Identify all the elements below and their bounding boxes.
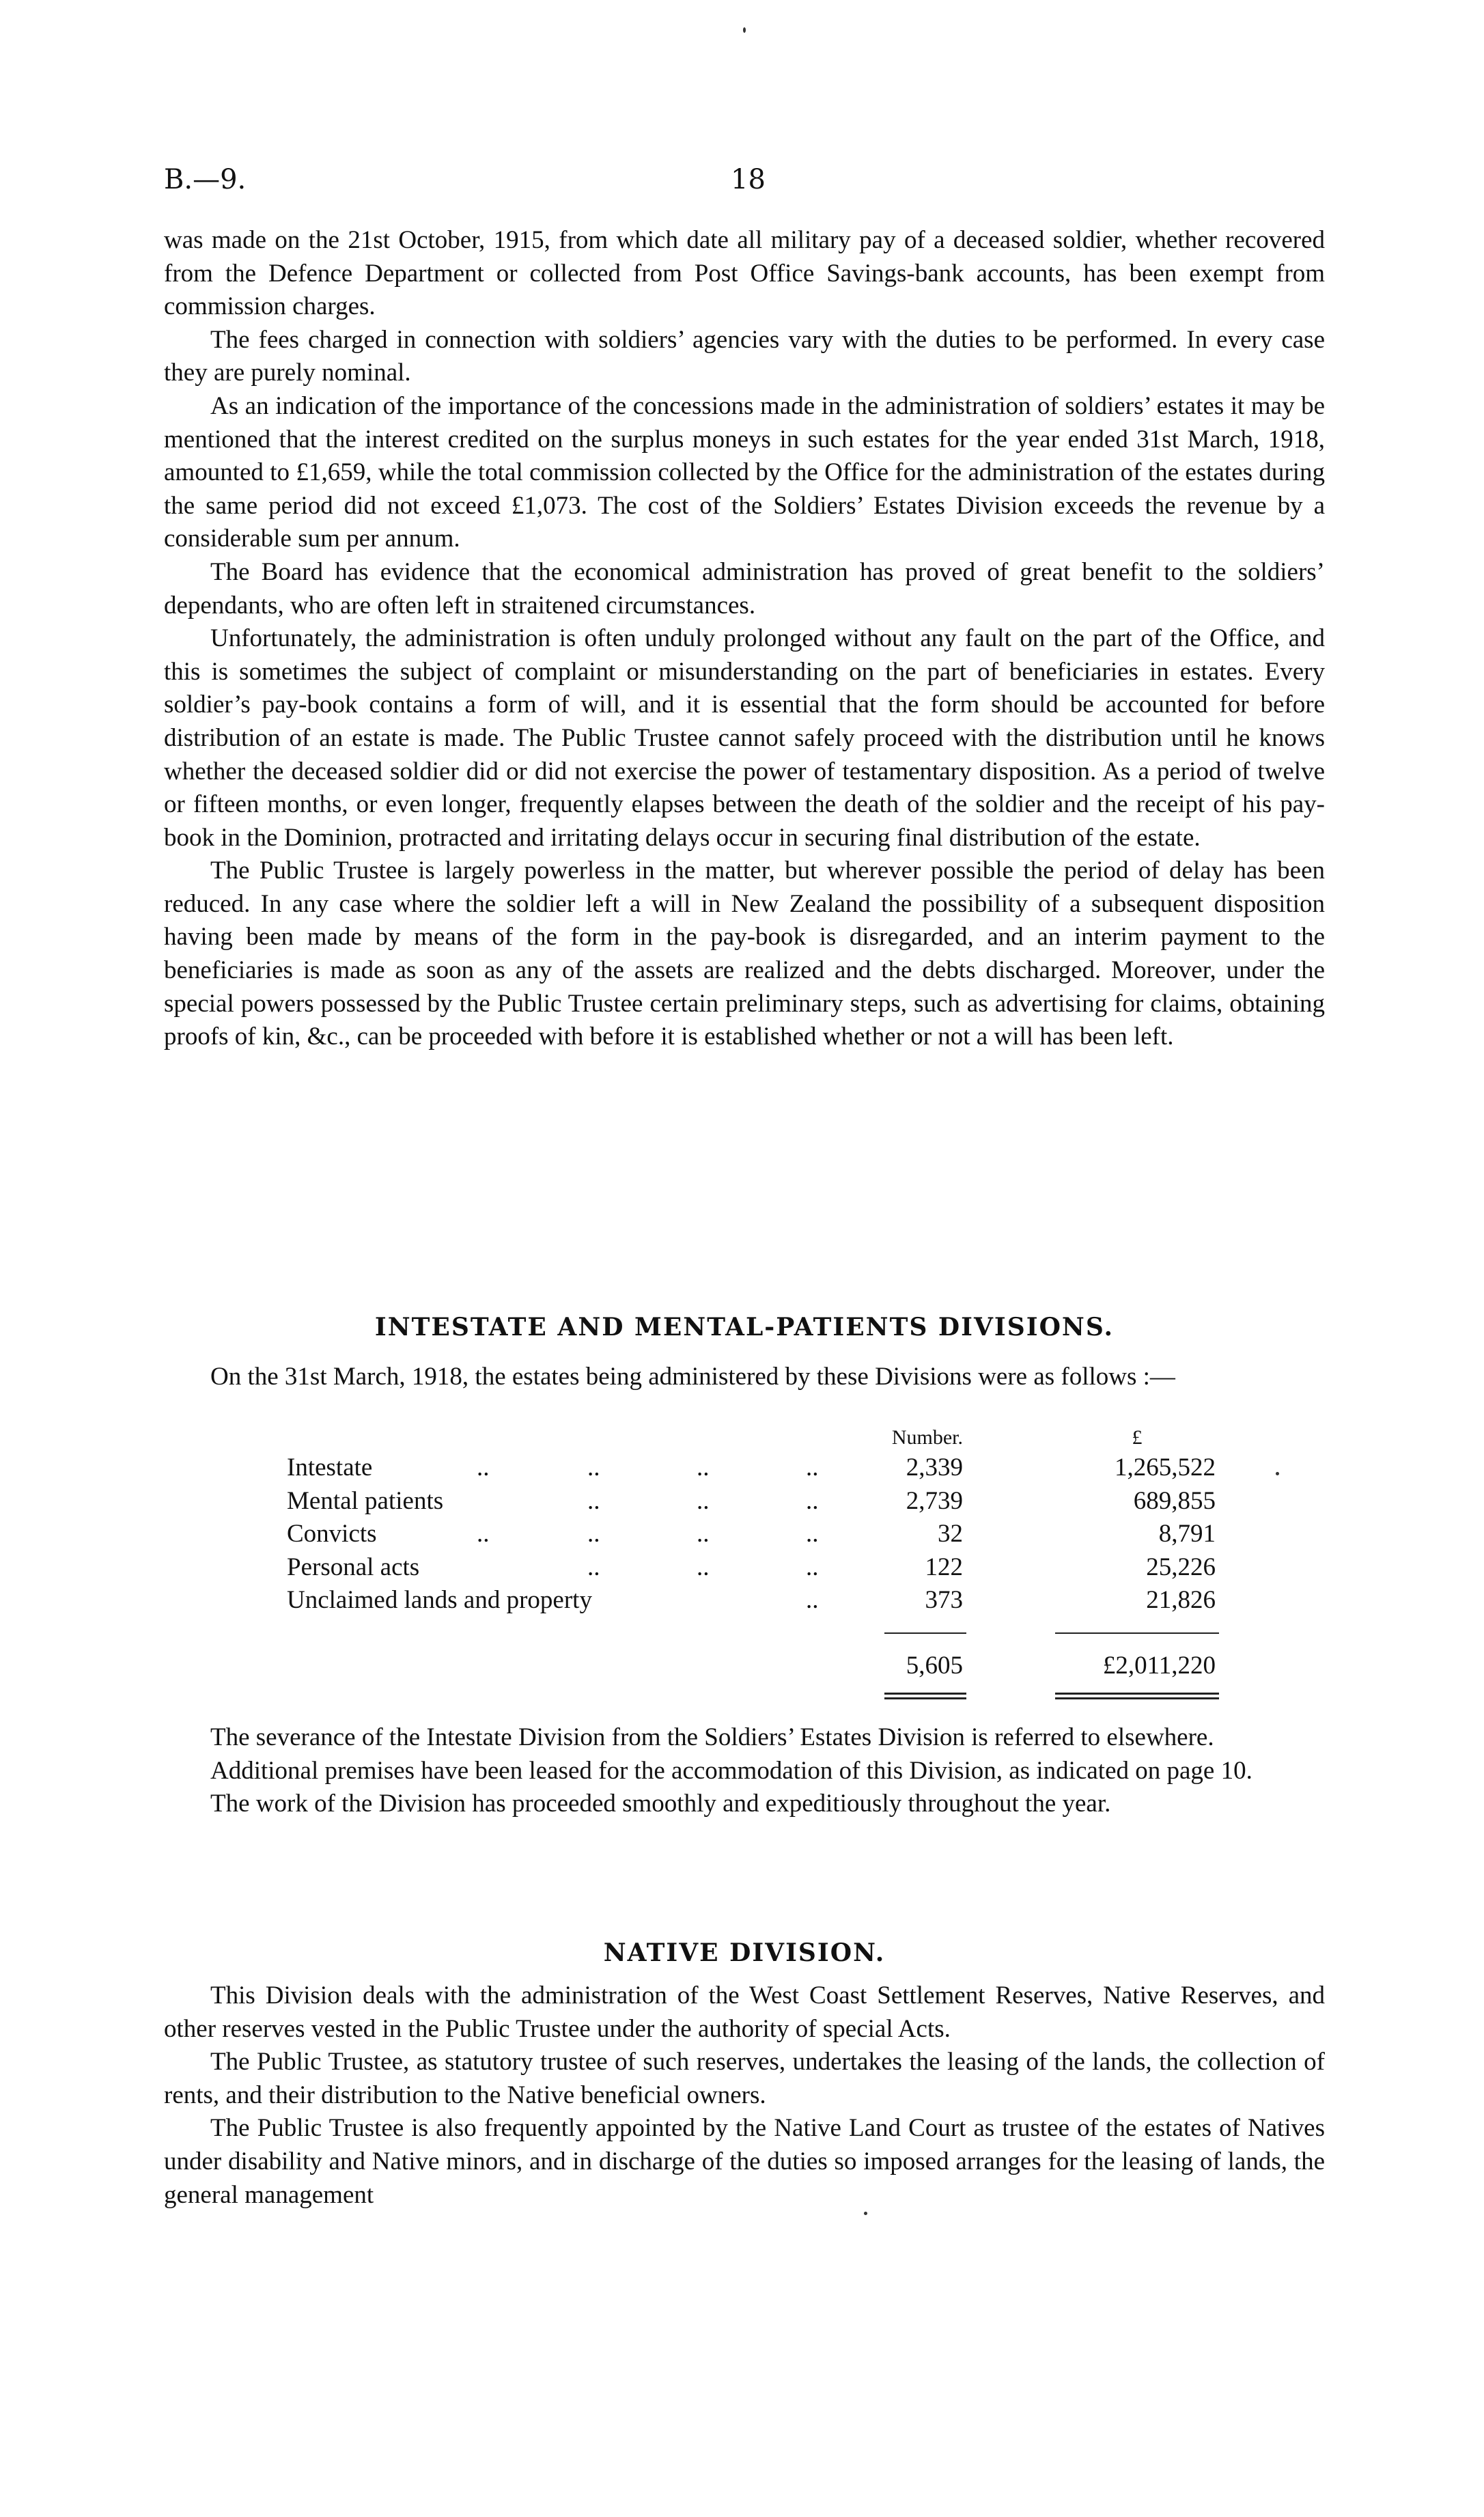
table-row: Mental patients .. .. .. 2,739 689,855 <box>287 1485 1243 1518</box>
estates-table <box>287 1424 1243 1680</box>
table-row: Unclaimed lands and property .. 373 21,826 <box>287 1584 1243 1617</box>
row-label: Intestate <box>287 1454 373 1482</box>
total-value: £2,011,220 <box>1102 1652 1216 1680</box>
table-total-row <box>287 1650 1243 1683</box>
row-label: Personal acts <box>287 1553 420 1581</box>
paragraph: Unfortunately, the administration is often unduly prolonged without any fault on the part of the Office, and this is sometimes the subject of complaint or misunderstanding on the part of beneficiaries in estates. Every soldier’s pay-book contains a form of will, and it is essential that the form should be accounted for before distribution of an estate is made. The Public Trustee cannot safely proceed with the distribution until he knows whether the deceased soldier did or did not exercise the power of testamentary disposition. As a period of twelve or fifteen months, or even longer, frequently elapses between the death of the soldier and the receipt of his pay-book in the Dominion, protracted and irritating delays occur in securing final distribution of the estate. <box>164 624 1325 852</box>
table-row: Personal acts .. .. .. 122 25,226 <box>287 1551 1243 1585</box>
paragraph: The severance of the Intestate Division from the Soldiers’ Estates Division is referred to elsewhere. <box>210 1723 1214 1751</box>
paragraph: The work of the Division has proceeded smoothly and expeditiously throughout the year. <box>210 1790 1111 1818</box>
paragraph: The fees charged in connection with soldiers’ agencies vary with the duties to be performed. In every case they are purely nominal. <box>164 325 1325 387</box>
estate-count: 122 <box>925 1553 963 1581</box>
paragraph: Additional premises have been leased for the accommodation of this Division, as indicated on page 10. <box>210 1756 1252 1785</box>
column-header-amount: £ <box>1132 1426 1143 1449</box>
table-row: Intestate .. .. .. .. 2,339 1,265,522 <box>287 1451 1243 1485</box>
column-header-number: Number. <box>891 1426 963 1449</box>
paragraph: On the 31st March, 1918, the estates being administered by these Divisions were as follows :— <box>210 1363 1175 1391</box>
document-reference: B.—9. <box>164 164 247 195</box>
row-label: Mental patients <box>287 1486 444 1515</box>
estate-count: 2,339 <box>906 1454 963 1482</box>
subtotal-rule-amount <box>1055 1632 1219 1634</box>
paragraph: The Board has evidence that the economical administration has proved of great benefit to the soldiers’ dependants, who are often left in straitened circumstances. <box>164 557 1325 620</box>
estate-count: 2,739 <box>906 1486 963 1515</box>
row-label: Unclaimed lands and property <box>287 1586 592 1615</box>
estate-count: 32 <box>938 1520 963 1548</box>
table-row: Convicts .. .. .. .. 32 8,791 <box>287 1518 1243 1551</box>
estate-value: 8,791 <box>1158 1520 1216 1548</box>
section-heading-native: NATIVE DIVISION. <box>603 1938 886 1967</box>
scan-speck <box>864 2212 867 2215</box>
paragraph: As an indication of the importance of the concessions made in the administration of soldiers’ estates it may be mentioned that the interest credited on the surplus moneys in such estates for the year ended 31st March, 1918, amounted to £1,659, while the total commission collected by the Office for the administration of the estates during the same period did not exceed £1,073. The cost of the Soldiers’ Estates Division exceeds the revenue by a considerable sum per annum. <box>164 391 1325 553</box>
section-heading-intestate: INTESTATE AND MENTAL-PATIENTS DIVISIONS. <box>374 1313 1115 1341</box>
intestate-intro <box>164 1361 1325 1394</box>
scan-speck <box>743 27 746 33</box>
paragraph: The Public Trustee is also frequently appointed by the Native Land Court as trustee of the estates of Natives under disability and Native minors, and in discharge of the duties so imposed arranges for the leasing of lands, the general management <box>164 2114 1325 2209</box>
intestate-paragraphs <box>164 1721 1325 1821</box>
estate-count: 373 <box>925 1586 963 1615</box>
page-number: 18 <box>731 164 766 195</box>
native-paragraphs <box>164 1979 1325 2212</box>
paragraph: The Public Trustee is largely powerless in the matter, but wherever possible the period of delay has been reduced. In any case where the soldier left a will in New Zealand the possibility of a subsequent disposition having been made by means of the form in the pay-book is disregarded, and an interim payment to the beneficiaries is made as soon as any of the assets are realized and the debts discharged. Moreover, under the special powers possessed by the Public Trustee certain preliminary steps, such as advertising for claims, obtaining proofs of kin, &c., can be proceeded with before it is established whether or not a will has been left. <box>164 857 1325 1051</box>
scan-speck <box>1276 1472 1279 1475</box>
estate-value: 689,855 <box>1133 1486 1216 1515</box>
total-double-rule-number <box>884 1693 966 1699</box>
table-header <box>287 1424 1243 1451</box>
total-double-rule-amount <box>1055 1693 1219 1699</box>
paragraph: The Public Trustee, as statutory trustee of such reserves, undertakes the leasing of the lands, the collection of rents, and their distribution to the Native beneficial owners. <box>164 2048 1325 2109</box>
subtotal-rule-number <box>884 1632 966 1634</box>
estate-value: 25,226 <box>1146 1553 1216 1581</box>
paragraph: was made on the 21st October, 1915, from which date all military pay of a deceased soldier, whether recovered from the Defence Department or collected from Post Office Savings-bank accounts, has been exempt from commission charges. <box>164 226 1325 321</box>
estate-value: 1,265,522 <box>1115 1454 1216 1482</box>
estate-value: 21,826 <box>1146 1586 1216 1615</box>
soldiers-estates-continuation <box>164 224 1325 1054</box>
row-label: Convicts <box>287 1520 377 1548</box>
page-header <box>164 164 1325 205</box>
paragraph: This Division deals with the administration of the West Coast Settlement Reserves, Native Reserves, and other reserves vested in the Public Trustee under the authority of special Acts. <box>164 1981 1325 2043</box>
total-count: 5,605 <box>906 1652 963 1680</box>
